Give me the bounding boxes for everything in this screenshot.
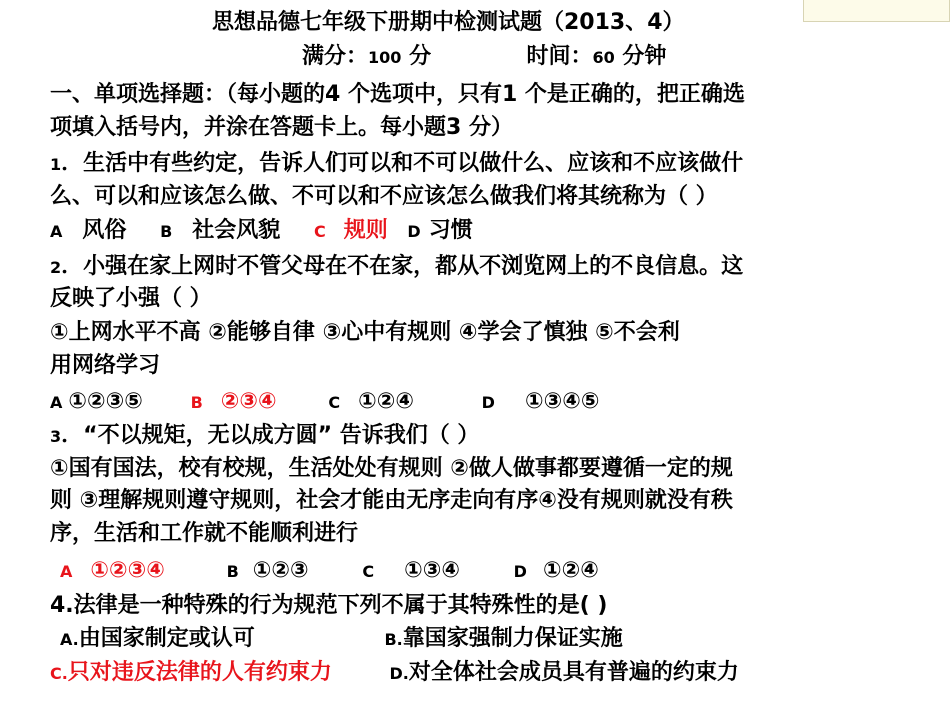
q1-number: 1 [50,155,62,174]
q2-text-3: ①上网水平不高 ②能够自律 ③心中有规则 ④学会了慎独 ⑤不会利 [50,320,680,345]
q2-option-c-text: ①②④ [358,389,414,414]
q2-number: 2 [50,258,62,277]
q2-text-4: 用网络学习 [50,353,161,378]
q2-line2 [50,284,212,314]
q1-option-c-text-answer: 规则 [343,218,388,243]
q3-option-c-text: ①③④ [404,558,460,583]
q3-option-a-letter-answer: A [60,562,73,581]
full-score-value: 100 [368,48,402,67]
q2-line3 [50,318,680,348]
time-unit: 分钟 [614,44,667,69]
q3-text-3: 则 ③理解规则遵守规则，社会才能由无序走向有序④没有规则就没有秩 [50,488,733,513]
q3-line4 [50,519,358,549]
q1-text-2: 么、可以和应该怎么做、不可以和不应该怎么做我们将其统称为（ ） [50,184,718,209]
q3-line1 [50,421,479,452]
q4-option-a-letter: A. [60,630,79,649]
q1-option-a-letter: A [50,222,63,241]
corner-note-box [803,0,950,22]
page-title [212,8,685,38]
section-heading-line1 [50,80,745,110]
time-value: 60 [592,48,615,67]
q1-option-d-letter: D [407,222,421,241]
time-label: 时间： [526,44,593,69]
q2-line4 [50,351,160,381]
q1-line1 [50,149,743,180]
q1-option-b-letter: B [160,222,173,241]
q1-option-a-text: 风俗 [82,218,127,243]
q4-option-d-text: 对全体社会成员具有普遍的约束力 [408,660,739,685]
q2-option-a-letter: A [50,393,63,412]
q2-text-1: ．小强在家上网时不管父母在不在家，都从不浏览网上的不良信息。这 [61,254,744,279]
q2-text-2: 反映了小强（ ） [50,286,212,311]
q2-option-b-text-answer: ②③④ [220,389,277,414]
q4-option-b-letter: B. [384,630,403,649]
q2-option-d-letter: D [481,393,495,412]
q2-option-b-letter-answer: B [190,393,203,412]
title-text: 思想品德七年级下册期中检测试题（2013、4） [212,10,685,35]
q3-option-b-text: ①②③ [252,558,309,583]
full-score-label: 满分： [302,44,369,69]
q2-option-d-text: ①③④⑤ [524,389,600,414]
q3-text-2: ①国有国法，校有校规，生活处处有规则 ②做人做事都要遵循一定的规 [50,456,733,481]
q3-line3 [50,486,733,516]
section-text-1: 一、单项选择题：（每小题的4 个选项中，只有1 个是正确的，把正确选 [50,82,745,107]
score-time-line [302,42,666,73]
q3-line2 [50,454,733,484]
q3-number: 3 [50,427,62,446]
q4-options-row1 [60,624,623,655]
q1-option-c-letter-answer: C [313,222,326,241]
q3-text-1: ．“不以规矩，无以成方圆” 告诉我们（ ） [61,423,480,448]
q4-option-a-text: 由国家制定或认可 [78,626,255,651]
full-score-unit: 分 [401,44,432,69]
q3-option-a-text-answer: ①②③④ [90,558,165,583]
q3-option-d-letter: D [513,562,527,581]
q1-options [50,216,473,247]
q4-option-c-text-answer: 只对违反法律的人有约束力 [67,660,332,685]
q2-line1 [50,252,743,283]
q3-option-c-letter: C [362,562,375,581]
q4-options-row2 [50,658,739,689]
q1-option-b-text: 社会风貌 [192,218,281,243]
q2-option-c-letter: C [328,393,341,412]
q3-option-d-text: ①②④ [542,558,599,583]
q4-option-c-letter-answer: C. [50,664,68,683]
q3-option-b-letter: B [226,562,239,581]
q1-text-1: ．生活中有些约定，告诉人们可以和不可以做什么、应该和不应该做什 [61,151,744,176]
q3-options [60,556,599,587]
q2-option-a-text: ①②③⑤ [68,389,143,414]
q4-option-b-text: 靠国家强制力保证实施 [402,626,623,651]
q4-option-d-letter: D. [389,664,409,683]
q1-line2 [50,182,718,212]
q4-text-1: 4.法律是一种特殊的行为规范下列不属于其特殊性的是( ) [50,593,608,618]
section-text-2: 项填入括号内，并涂在答题卡上。每小题3 分） [50,115,513,140]
section-heading-line2 [50,113,513,143]
q4-line1 [50,591,607,621]
q1-option-d-text: 习惯 [428,218,473,243]
q2-options [50,387,599,418]
q3-text-4: 序，生活和工作就不能顺利进行 [50,521,359,546]
